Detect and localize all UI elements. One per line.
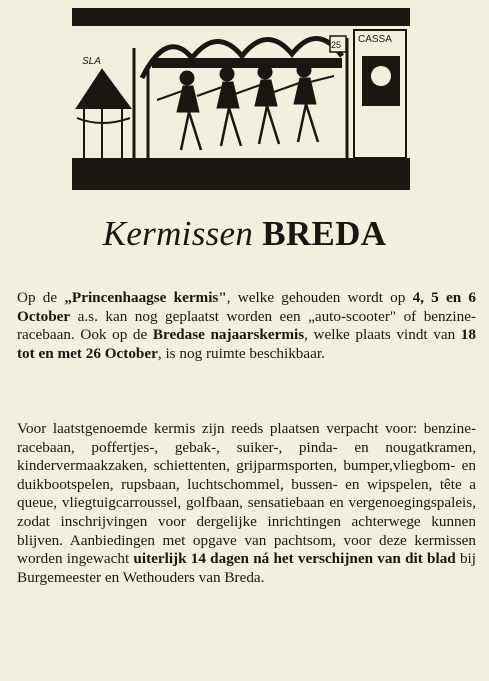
page-title	[0, 212, 489, 256]
p2-text: Voor laatstgenoemde kermis zijn reeds plaatsen verpacht voor: benzine-racebaan, poffertjes-, gebak-, suiker-, pinda- en nougatkramen, kindervermaakzaken, schiettenten, grijparmsporten, bumper,vliegbom- en duikbootspelen, rupsbaan, luchtschommel, bussen- en wipspelen, tête a queue, vliegtuigcarroussel, golfbaan, sensatiebaan en vergenoegingspaleis, zodat inschrijvingen voor dergelijke inrichtingen achterwege kunnen blijven. Aanbiedingen met opgave van pachtsom, voor deze kermissen worden ingewacht	[17, 420, 476, 568]
p1-text: , is nog ruimte beschikbaar.	[157, 344, 325, 362]
p1-text: , welke gehouden wordt op	[226, 289, 413, 306]
p2-bold-deadline: uiterlijk 14 dagen ná het verschijnen van dit blad	[133, 550, 456, 568]
p1-bold-dates: 4, 5 en 6 October	[17, 289, 476, 325]
paragraph-princenhaagse	[17, 289, 476, 363]
paragraph-verpacht	[17, 420, 476, 587]
cassa-sign: CASSA	[358, 34, 392, 45]
sla-sign: SLA	[82, 56, 101, 67]
p2-text: bij Burgemeester en Wethouders van Breda.	[17, 550, 477, 586]
p1-text: Op de	[17, 289, 65, 306]
p1-text: a.s. kan nog geplaatst worden een „auto-scooter" of benzine-racebaan. Ook op de	[17, 307, 476, 344]
p1-text: , welke plaats vindt van	[304, 326, 461, 344]
dancers-drawing	[72, 8, 410, 190]
number-sign: 25	[331, 40, 342, 50]
p1-bold-october: 18 tot en met 26 October	[17, 326, 476, 362]
fairground-dancers-illustration	[72, 8, 410, 190]
title-kermissen: Kermissen	[102, 214, 254, 253]
title-breda: BREDA	[262, 214, 387, 253]
p1-bold-kermis: „Princenhaagse kermis"	[64, 289, 227, 306]
p1-bold-najaarskermis: Bredase najaarskermis	[152, 326, 305, 344]
